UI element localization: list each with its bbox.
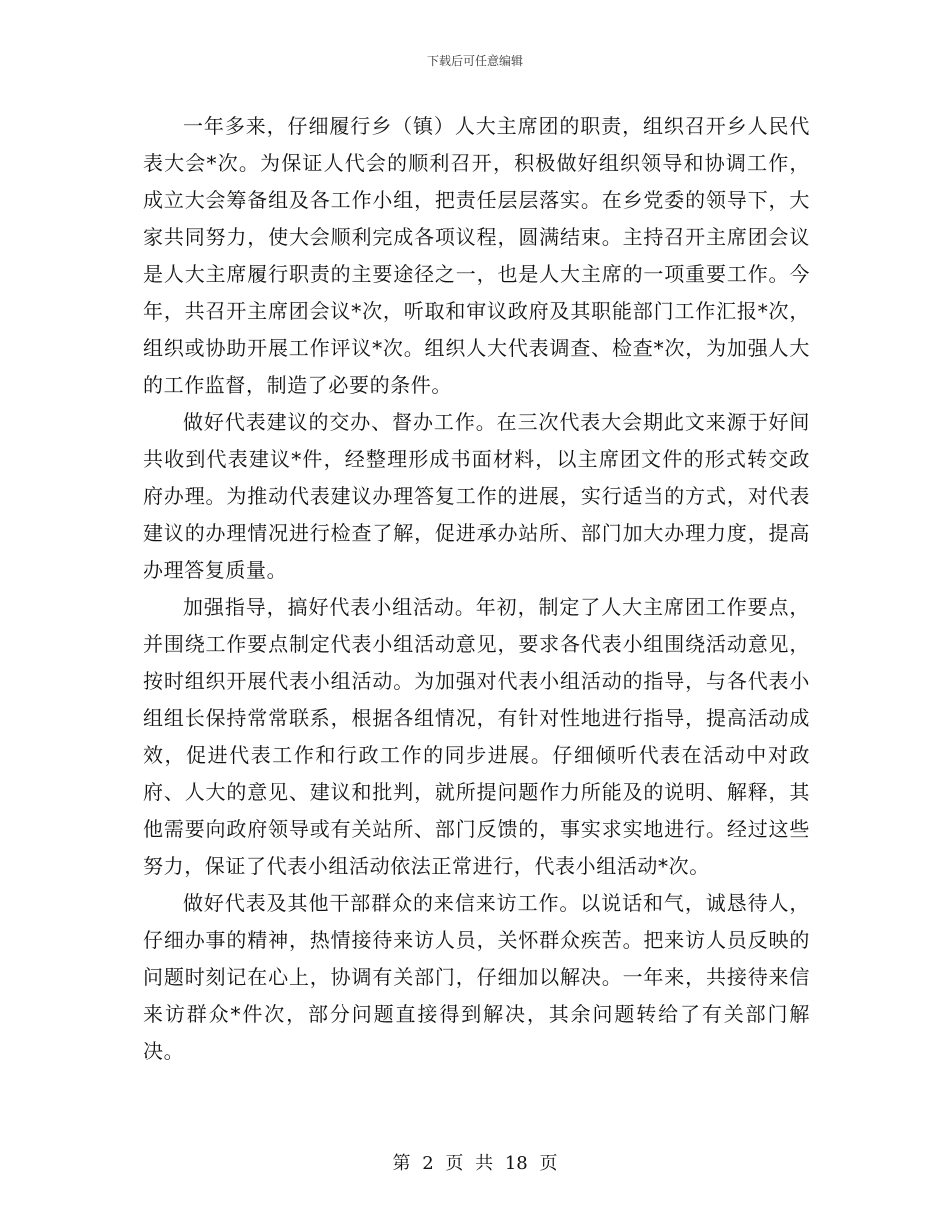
paragraph-2: 做好代表建议的交办、督办工作。在三次代表大会期此文来源于好间共收到代表建议*件，经整理形成书面材料，以主席团文件的形式转交政府办理。为推动代表建议办理答复工作的进展，实行适当的方式，对代表建议的办理情况进行检查了解，促进承办站所、部门加大办理力度，提高办理答复质量。 <box>143 410 810 582</box>
page-number-footer: 第 2 页 共 18 页 <box>392 1153 558 1174</box>
page-header: 下载后可任意编辑 <box>426 54 523 68</box>
paragraph-3: 加强指导，搞好代表小组活动。年初，制定了人大主席团工作要点，并围绕工作要点制定代表小组活动意见，要求各代表小组围绕活动意见，按时组织开展代表小组活动。为加强对代表小组活动的指导，与各代表小组组长保持常常联系，根据各组情况，有针对性地进行指导，提高活动成效，促进代表工作和行政工作的同步进展。仔细倾听代表在活动中对政府、人大的意见、建议和批判，就所提问题作力所能及的说明、解释，其他需要向政府领导或有关站所、部门反馈的，事实求实地进行。经过这些努力，保证了代表小组活动依法正常进行，代表小组活动*次。 <box>143 595 810 878</box>
paragraph-1: 一年多来，仔细履行乡（镇）人大主席团的职责，组织召开乡人民代表大会*次。为保证人代会的顺利召开，积极做好组织领导和协调工作，成立大会筹备组及各工作小组，把责任层层落实。在乡党委的领导下，大家共同努力，使大会顺利完成各项议程，圆满结束。主持召开主席团会议是人大主席履行职责的主要途径之一，也是人大主席的一项重要工作。今年，共召开主席团会议*次，听取和审议政府及其职能部门工作汇报*次，组织或协助开展工作评议*次。组织人大代表调查、检查*次，为加强人大的工作监督，制造了必要的条件。 <box>143 114 810 397</box>
paragraph-4: 做好代表及其他干部群众的来信来访工作。以说话和气，诚恳待人，仔细办事的精神，热情接待来访人员，关怀群众疾苦。把来访人员反映的问题时刻记在心上，协调有关部门，仔细加以解决。一年来，共接待来信来访群众*件次，部分问题直接得到解决，其余问题转给了有关部门解决。 <box>143 891 810 1063</box>
document-body <box>143 108 810 1070</box>
